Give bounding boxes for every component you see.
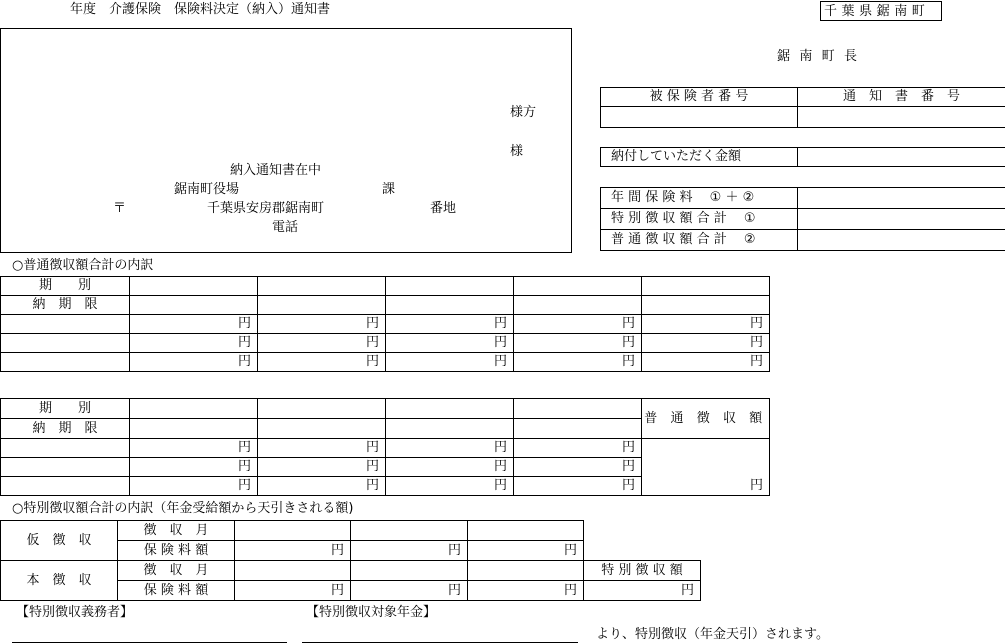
ordinary-total-value bbox=[798, 230, 1005, 251]
yen-unit: 円 bbox=[386, 353, 514, 372]
yen-unit: 円 bbox=[258, 334, 386, 353]
main-collection-label: 本 徴 収 bbox=[1, 561, 118, 601]
honorific-sama-kata: 様方 bbox=[510, 105, 537, 120]
yen-unit: 円 bbox=[130, 439, 258, 458]
municipality-box bbox=[820, 1, 942, 21]
special-collection-total: 円 bbox=[584, 581, 701, 601]
special-collection-table bbox=[0, 520, 701, 601]
special-collection-total-label: 特 別 徴 収 額 bbox=[584, 561, 701, 581]
pension-underline bbox=[302, 642, 578, 643]
yen-unit: 円 bbox=[468, 541, 584, 561]
honorific-sama: 様 bbox=[510, 144, 524, 159]
lot-label: 番地 bbox=[430, 201, 457, 216]
yen-unit: 円 bbox=[386, 458, 514, 477]
special-total-label: 特 別 徴 収 額 合 計 ① bbox=[601, 209, 798, 230]
yen-unit: 円 bbox=[351, 581, 468, 601]
yen-unit: 円 bbox=[258, 353, 386, 372]
yen-unit: 円 bbox=[468, 581, 584, 601]
table-row bbox=[1, 521, 701, 541]
obligor-label: 【特別徴収義務者】 bbox=[16, 605, 134, 620]
provisional-collection-label: 仮 徴 収 bbox=[1, 521, 118, 561]
period-label: 期 別 bbox=[1, 399, 130, 419]
yen-unit: 円 bbox=[258, 477, 386, 496]
table-row bbox=[1, 334, 770, 353]
collection-month-label: 徴 収 月 bbox=[118, 521, 235, 541]
yen-unit: 円 bbox=[130, 477, 258, 496]
yen-unit: 円 bbox=[130, 315, 258, 334]
obligor-underline bbox=[12, 642, 287, 643]
ordinary-table-1 bbox=[0, 276, 770, 372]
summary-table bbox=[600, 187, 1005, 251]
yen-unit: 円 bbox=[514, 315, 642, 334]
yen-unit: 円 bbox=[514, 334, 642, 353]
yen-unit: 円 bbox=[386, 334, 514, 353]
yen-unit: 円 bbox=[258, 439, 386, 458]
amount-due-value bbox=[798, 148, 1005, 167]
yen-unit: 円 bbox=[258, 315, 386, 334]
yen-unit: 円 bbox=[235, 541, 351, 561]
annual-premium-label: 年 間 保 険 料 ① ＋ ② bbox=[601, 188, 798, 209]
enclosed-label: 納入通知書在中 bbox=[230, 163, 322, 178]
amount-due-label: 納付していただく金額 bbox=[601, 148, 798, 167]
yen-unit: 円 bbox=[130, 353, 258, 372]
yen-unit: 円 bbox=[386, 315, 514, 334]
yen-unit: 円 bbox=[130, 458, 258, 477]
collection-month-label: 徴 収 月 bbox=[118, 561, 235, 581]
municipality-name: 千葉県鋸南町 bbox=[824, 4, 930, 19]
premium-amount-label: 保 険 料 額 bbox=[118, 541, 235, 561]
table-row bbox=[1, 353, 770, 372]
yen-unit: 円 bbox=[386, 477, 514, 496]
postal-mark: 〒 bbox=[113, 201, 127, 216]
special-section-heading: ○特別徴収額合計の内訳（年金受給額から天引きされる額) bbox=[12, 501, 354, 516]
deadline-label: 納 期 限 bbox=[1, 296, 130, 315]
insured-number-label: 被 保 険 者 番 号 bbox=[601, 88, 798, 107]
phone-label: 電話 bbox=[272, 220, 299, 235]
yen-unit: 円 bbox=[351, 541, 468, 561]
deadline-label: 納 期 限 bbox=[1, 419, 130, 439]
amount-due-table bbox=[600, 147, 1005, 167]
ordinary-section-heading: ○普通徴収額合計の内訳 bbox=[12, 258, 154, 273]
yen-unit: 円 bbox=[258, 458, 386, 477]
table-row bbox=[1, 315, 770, 334]
notice-number-value bbox=[798, 107, 1005, 128]
ordinary-collection-label: 普 通 徴 収 額 bbox=[642, 399, 770, 439]
yen-unit: 円 bbox=[642, 334, 770, 353]
yen-unit: 円 bbox=[235, 581, 351, 601]
yen-unit: 円 bbox=[642, 315, 770, 334]
division-label: 課 bbox=[382, 182, 396, 197]
notice-number-label: 通 知 書 番 号 bbox=[798, 88, 1005, 107]
table-row bbox=[1, 296, 770, 315]
period-label: 期 別 bbox=[1, 277, 130, 296]
mayor-name: 鋸 南 町 長 bbox=[777, 49, 860, 64]
yen-unit: 円 bbox=[130, 334, 258, 353]
yen-unit: 円 bbox=[386, 439, 514, 458]
insured-number-value bbox=[601, 107, 798, 128]
id-table bbox=[600, 87, 1005, 128]
annual-premium-value bbox=[798, 188, 1005, 209]
pension-label: 【特別徴収対象年金】 bbox=[306, 605, 437, 620]
table-row bbox=[1, 439, 770, 458]
table-row bbox=[1, 399, 770, 419]
premium-amount-label: 保 険 料 額 bbox=[118, 581, 235, 601]
closing-text: より、特別徴収（年金天引）されます。 bbox=[596, 627, 829, 642]
yen-unit: 円 bbox=[514, 353, 642, 372]
yen-unit: 円 bbox=[642, 353, 770, 372]
special-total-value bbox=[798, 209, 1005, 230]
yen-unit: 円 bbox=[514, 439, 642, 458]
document-title: 年度 介護保険 保険料決定（納入）通知書 bbox=[70, 2, 331, 17]
office-address: 千葉県安房郡鋸南町 bbox=[207, 201, 325, 216]
office-name: 鋸南町役場 bbox=[174, 182, 240, 197]
yen-unit: 円 bbox=[514, 477, 642, 496]
yen-unit: 円 bbox=[514, 458, 642, 477]
ordinary-total-label: 普 通 徴 収 額 合 計 ② bbox=[601, 230, 798, 251]
table-row bbox=[1, 277, 770, 296]
ordinary-table-2 bbox=[0, 398, 770, 496]
ordinary-collection-total: 円 bbox=[642, 439, 770, 496]
table-row bbox=[1, 561, 701, 581]
